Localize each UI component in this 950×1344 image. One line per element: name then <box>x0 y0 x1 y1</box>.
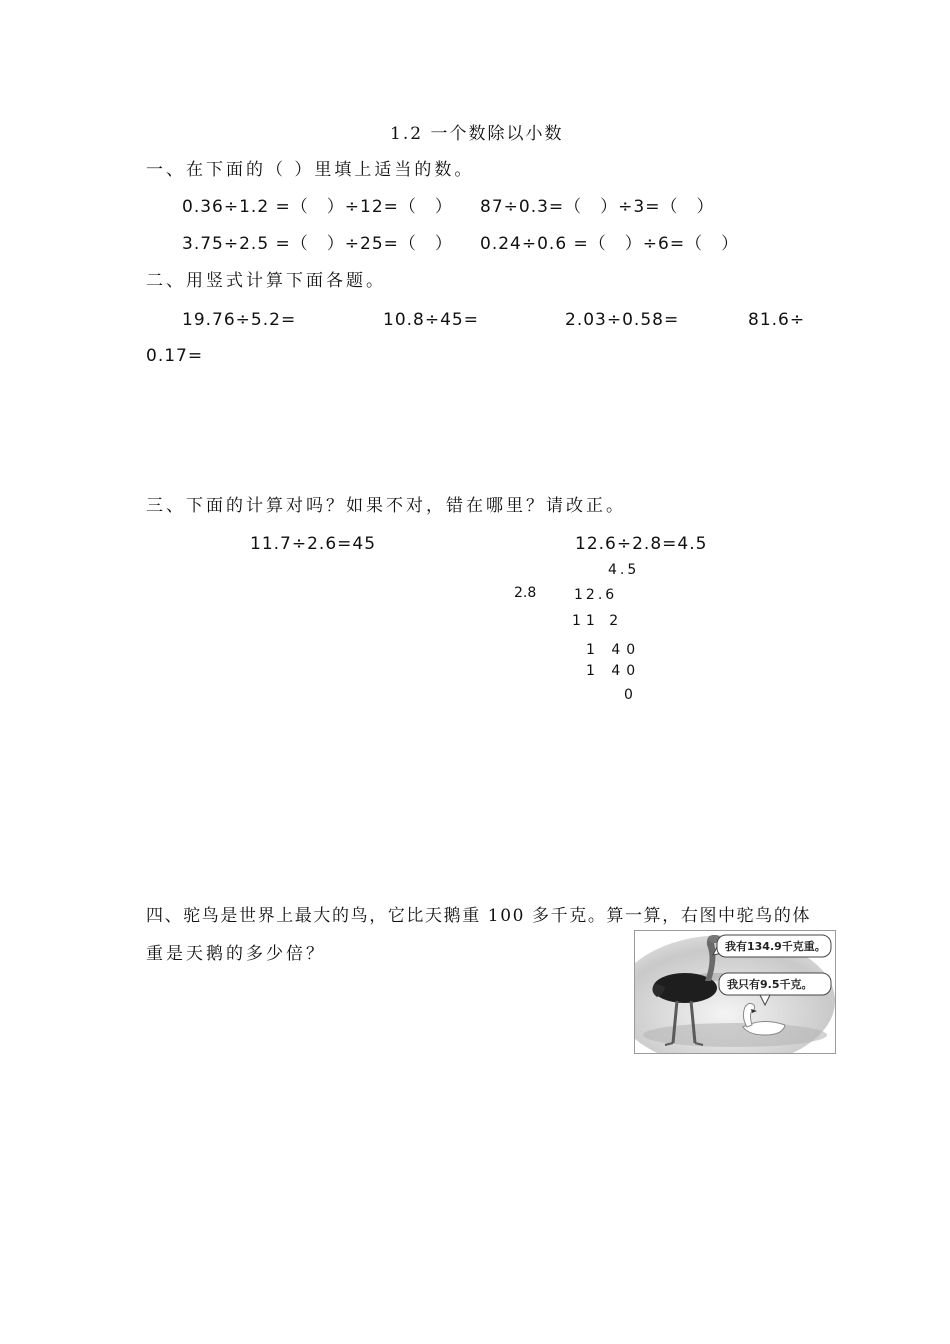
division-step-3: 1 40 <box>586 663 642 679</box>
ostrich-swan-illustration <box>634 930 836 1054</box>
section-4-line-2: 重是天鹅的多少倍？ <box>146 944 326 964</box>
equation-2: 87÷0.3=（ ）÷3=（ ） <box>480 197 715 217</box>
equation-3: 3.75÷2.5 =（ ）÷25=（ ） <box>182 234 453 254</box>
check-equation-left: 11.7÷2.6=45 <box>250 534 377 554</box>
problem-1: 19.76÷5.2= <box>182 310 297 330</box>
problem-4-part-2: 0.17= <box>146 346 204 366</box>
section-3-heading: 三、下面的计算对吗？如果不对，错在哪里？请改正。 <box>146 496 626 516</box>
division-divisor: 2.8 <box>514 585 537 601</box>
division-quotient: 4.5 <box>608 562 640 578</box>
ostrich-speech-bubble <box>713 935 831 957</box>
section-4-line-1: 四、驼鸟是世界上最大的鸟，它比天鹅重 100 多千克。算一算，右图中驼鸟的体 <box>146 906 812 926</box>
section-2-heading: 二、用竖式计算下面各题。 <box>146 271 386 291</box>
problem-2: 10.8÷45= <box>383 310 479 330</box>
ostrich-bubble-text: 我有134.9千克重。 <box>725 940 826 953</box>
check-equation-right: 12.6÷2.8=4.5 <box>575 534 708 554</box>
section-1-heading: 一、在下面的（ ）里填上适当的数。 <box>146 160 475 180</box>
equation-4: 0.24÷0.6 =（ ）÷6=（ ） <box>480 234 740 254</box>
illustration-drawing <box>635 931 835 1053</box>
division-step-1: 11 2 <box>572 613 624 629</box>
division-dividend: 12.6 <box>574 587 618 603</box>
division-step-2: 1 40 <box>586 642 642 658</box>
equation-1: 0.36÷1.2 =（ ）÷12=（ ） <box>182 197 453 217</box>
swan-bubble-text: 我只有9.5千克。 <box>727 978 813 991</box>
page-title: 1.2 一个数除以小数 <box>390 124 564 144</box>
problem-4-part-1: 81.6÷ <box>748 310 806 330</box>
problem-3: 2.03÷0.58= <box>565 310 680 330</box>
division-remainder: 0 <box>624 687 636 703</box>
